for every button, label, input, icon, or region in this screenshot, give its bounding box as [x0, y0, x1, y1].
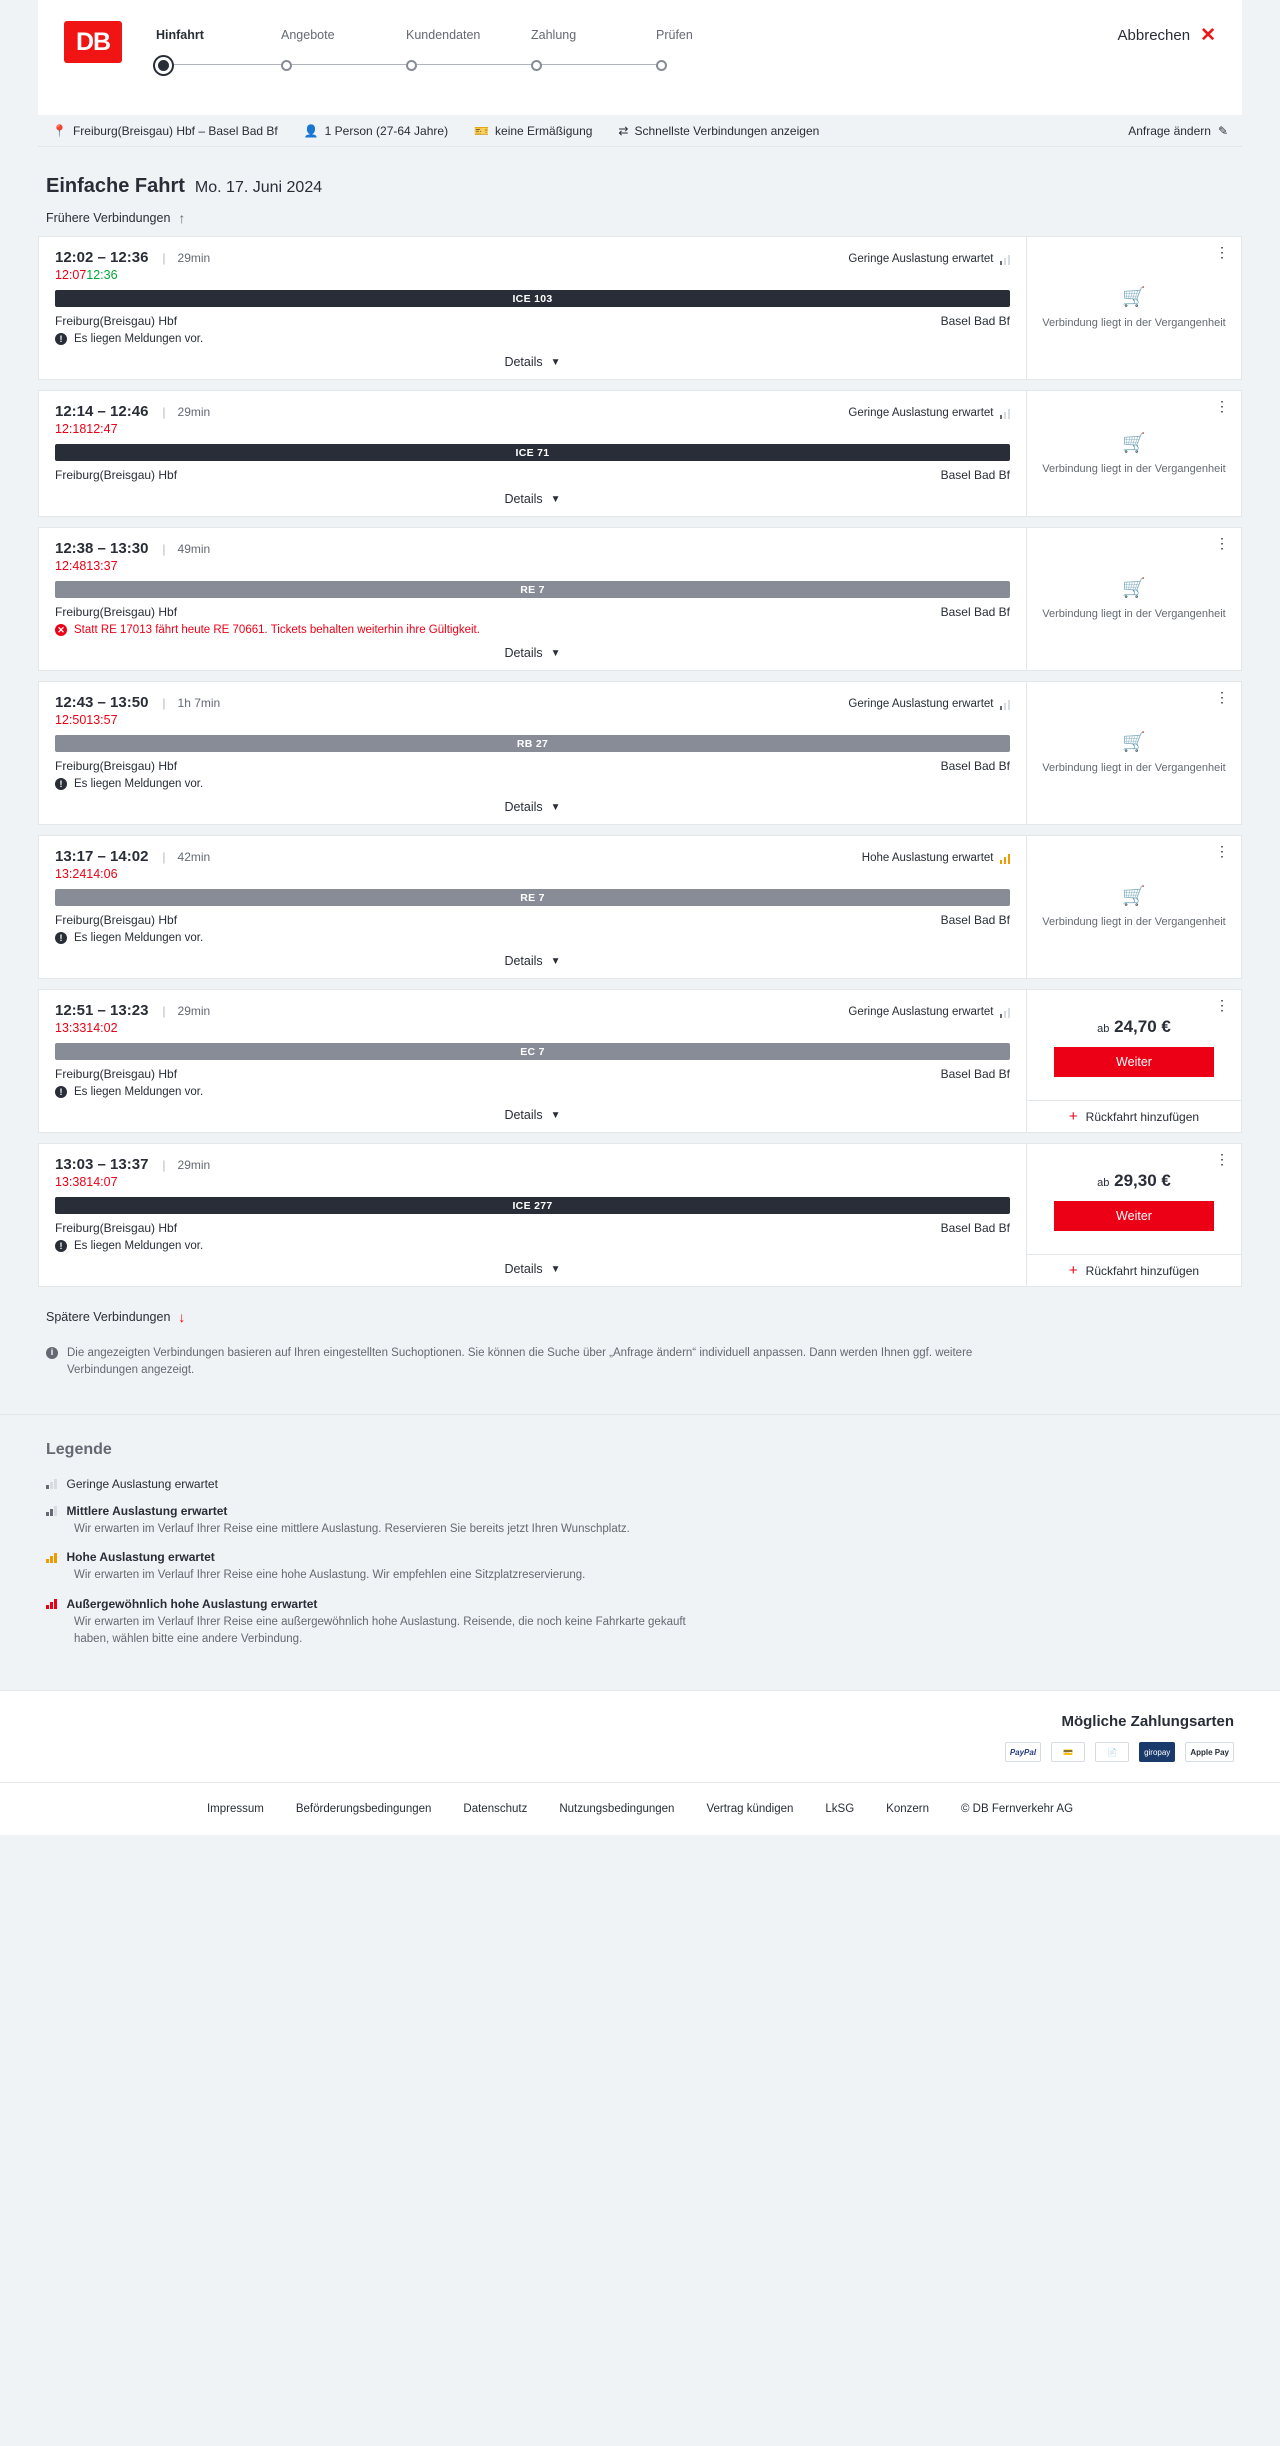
- realtime-departure: 12:48: [55, 559, 87, 573]
- later-connections-button[interactable]: [38, 1297, 1242, 1335]
- details-label: Details: [504, 800, 543, 814]
- continue-button[interactable]: Weiter: [1054, 1201, 1214, 1231]
- main-content: [0, 147, 1280, 1380]
- connection-times-row: [55, 848, 1010, 865]
- info-icon: i: [46, 1347, 58, 1359]
- train-badge: ICE 277: [55, 1197, 1010, 1214]
- connection-card[interactable]: [38, 681, 1242, 825]
- legend-item-label: Außergewöhnlich hohe Auslastung erwartet: [66, 1596, 318, 1611]
- more-options-icon[interactable]: ⋮: [1215, 1151, 1230, 1167]
- earlier-connections-label: Frühere Verbindungen: [46, 211, 171, 225]
- realtime-arrival: 14:06: [86, 867, 118, 881]
- details-toggle[interactable]: [55, 1108, 1010, 1122]
- change-request-label: Anfrage ändern: [1128, 123, 1211, 138]
- connection-note-text: Es liegen Meldungen vor.: [74, 932, 204, 944]
- chevron-down-icon: ▼: [550, 493, 561, 505]
- step-label: Kundendaten: [406, 28, 481, 42]
- details-label: Details: [504, 1108, 543, 1122]
- summary-sort-label: Schnellste Verbindungen anzeigen: [634, 123, 820, 138]
- connection-info: [39, 528, 1026, 670]
- legend-item-label: Hohe Auslastung erwartet: [66, 1550, 215, 1565]
- connection-times: 12:02 – 12:36: [55, 249, 149, 266]
- cart-crossed-icon: 🛒: [1122, 287, 1146, 309]
- page-title: Einfache Fahrt: [46, 175, 185, 197]
- cancel-button[interactable]: [1118, 26, 1216, 45]
- connection-stations: [55, 314, 1010, 328]
- utilization-label: Geringe Auslastung erwartet: [848, 253, 994, 265]
- legend-title: Legende: [46, 1440, 112, 1458]
- train-badge: RB 27: [55, 735, 1010, 752]
- utilization-label: Geringe Auslastung erwartet: [848, 407, 994, 419]
- arrow-up-icon: ↑: [178, 210, 186, 226]
- connection-price: ab 29,30 €: [1097, 1171, 1171, 1190]
- details-toggle[interactable]: [55, 492, 1010, 506]
- connection-times: 12:51 – 13:23: [55, 1002, 149, 1019]
- details-toggle[interactable]: [55, 1262, 1010, 1276]
- connection-card[interactable]: [38, 390, 1242, 517]
- connection-duration: | 1h 7min: [162, 696, 221, 710]
- destination-station: Basel Bad Bf: [940, 913, 1010, 927]
- card-icon: 🎫: [474, 123, 490, 138]
- connection-stations: [55, 1067, 1010, 1081]
- details-toggle[interactable]: [55, 355, 1010, 369]
- footer-link[interactable]: Vertrag kündigen: [706, 1803, 794, 1816]
- connection-utilization: [848, 698, 1010, 710]
- step-dot: [158, 60, 169, 71]
- train-badge: RE 7: [55, 581, 1010, 598]
- origin-station: Freiburg(Breisgau) Hbf: [55, 759, 178, 773]
- step-pruefen[interactable]: [656, 28, 781, 77]
- footer-link[interactable]: Beförderungsbedingungen: [295, 1803, 432, 1816]
- footer-link[interactable]: Impressum: [206, 1803, 264, 1816]
- payment-title: Mögliche Zahlungsarten: [1061, 1713, 1234, 1731]
- summary-sort[interactable]: [618, 124, 819, 138]
- page-footer: [0, 1782, 1280, 1835]
- utilization-bars-icon: [46, 1478, 57, 1489]
- realtime-departure: 12:50: [55, 713, 87, 727]
- chevron-down-icon: ▼: [550, 955, 561, 967]
- cancel-label: Abbrechen: [1117, 27, 1191, 44]
- change-request-button[interactable]: [1128, 124, 1228, 138]
- connection-note: [55, 932, 1010, 944]
- connection-duration: | 29min: [162, 1004, 211, 1018]
- connection-times-row: [55, 1156, 1010, 1173]
- realtime-departure: 13:24: [55, 867, 87, 881]
- more-options-icon[interactable]: ⋮: [1215, 843, 1230, 859]
- step-label: Zahlung: [531, 28, 577, 42]
- realtime-arrival: 12:36: [86, 268, 118, 282]
- earlier-connections-button[interactable]: [38, 198, 1242, 236]
- connection-note: [55, 1240, 1010, 1252]
- more-options-icon[interactable]: ⋮: [1215, 535, 1230, 551]
- connection-times: 12:38 – 13:30: [55, 540, 149, 557]
- realtime-departure: 12:07: [55, 268, 87, 282]
- step-line: [417, 64, 537, 65]
- close-icon: ✕: [1200, 25, 1216, 46]
- utilization-label: Geringe Auslastung erwartet: [848, 1006, 994, 1018]
- legend-item-head: [46, 1504, 1234, 1518]
- connection-utilization: [848, 1006, 1010, 1018]
- connection-times-row: [55, 1002, 1010, 1019]
- connection-stations: [55, 605, 1010, 619]
- summary-route[interactable]: [52, 124, 278, 138]
- connection-utilization: [862, 852, 1010, 864]
- origin-station: Freiburg(Breisgau) Hbf: [55, 314, 178, 328]
- connection-realtime-row: [55, 1175, 1010, 1189]
- connection-note: [55, 624, 1010, 636]
- more-options-icon[interactable]: ⋮: [1215, 398, 1230, 414]
- connection-card[interactable]: [38, 1143, 1242, 1287]
- details-toggle[interactable]: [55, 646, 1010, 660]
- utilization-label: Hohe Auslastung erwartet: [861, 852, 994, 864]
- connection-action: [1026, 237, 1241, 379]
- chevron-down-icon: ▼: [550, 1263, 561, 1275]
- app-header: [38, 0, 1242, 115]
- add-return-button[interactable]: [1027, 1100, 1241, 1132]
- legend-item-desc: Wir erwarten im Verlauf Ihrer Reise eine mittlere Auslastung. Reservieren Sie bereits jetzt Ihren Wunschplatz.: [74, 1522, 630, 1535]
- connection-action: [1026, 682, 1241, 824]
- connection-realtime-row: [55, 867, 1010, 881]
- cart-crossed-icon: 🛒: [1122, 432, 1146, 454]
- connection-card[interactable]: [38, 835, 1242, 979]
- origin-station: Freiburg(Breisgau) Hbf: [55, 605, 178, 619]
- connection-realtime-row: [55, 422, 1010, 436]
- legend-item: [46, 1477, 1234, 1491]
- payment-methods-section: [0, 1690, 1280, 1782]
- connection-duration: | 49min: [162, 542, 211, 556]
- connection-duration: | 29min: [162, 251, 211, 265]
- legend-item-head: [46, 1597, 1234, 1611]
- utilization-bars-icon: [1000, 254, 1011, 265]
- connection-realtime-row: [55, 713, 1010, 727]
- cart-crossed-icon: 🛒: [1122, 578, 1146, 600]
- applepay-icon: Apple Pay: [1185, 1742, 1234, 1762]
- person-icon: 👤: [303, 123, 319, 138]
- connection-duration: | 29min: [162, 405, 211, 419]
- details-label: Details: [504, 355, 543, 369]
- price-prefix: ab: [1097, 1023, 1110, 1035]
- price-prefix: ab: [1097, 1177, 1110, 1189]
- origin-station: Freiburg(Breisgau) Hbf: [55, 913, 178, 927]
- travel-date: Mo. 17. Juni 2024: [194, 179, 323, 196]
- creditcard-icon: 💳: [1051, 1742, 1085, 1762]
- connection-times: 13:03 – 13:37: [55, 1156, 149, 1173]
- connection-stations: [55, 1221, 1010, 1235]
- info-icon: !: [55, 778, 67, 790]
- connection-info: [39, 682, 1026, 824]
- legend-item-desc: Wir erwarten im Verlauf Ihrer Reise eine außergewöhnlich hohe Auslastung. Reisende, die noch keine Fahrkarte gekauft haben, wählen bitte eine andere Verbindung.: [74, 1615, 686, 1645]
- footer-link[interactable]: Konzern: [886, 1803, 930, 1816]
- details-label: Details: [504, 492, 543, 506]
- step-dot: [406, 60, 417, 71]
- info-icon: !: [55, 1086, 67, 1098]
- legend-section: [0, 1414, 1280, 1691]
- legend-item: [46, 1597, 1234, 1647]
- footer-link[interactable]: Nutzungsbedingungen: [559, 1803, 675, 1816]
- connection-card[interactable]: [38, 989, 1242, 1133]
- step-line: [542, 64, 662, 65]
- connection-utilization: [848, 407, 1010, 419]
- step-line: [167, 64, 287, 65]
- booking-stepper: [156, 28, 781, 77]
- utilization-bars-icon: [1000, 853, 1011, 864]
- connection-card[interactable]: [38, 527, 1242, 671]
- add-return-label: Rückfahrt hinzufügen: [1085, 1109, 1200, 1124]
- connection-list: [38, 236, 1242, 1287]
- more-options-icon[interactable]: ⋮: [1215, 689, 1230, 705]
- plus-icon: +: [1068, 1262, 1078, 1279]
- connection-times: 13:17 – 14:02: [55, 848, 149, 865]
- cart-crossed-icon: 🛒: [1122, 886, 1146, 908]
- info-icon: !: [55, 932, 67, 944]
- origin-station: Freiburg(Breisgau) Hbf: [55, 1067, 178, 1081]
- legend-item-label: Mittlere Auslastung erwartet: [66, 1503, 228, 1518]
- page-title-row: [38, 147, 1242, 198]
- summary-discount[interactable]: [474, 124, 592, 138]
- chevron-down-icon: ▼: [550, 647, 561, 659]
- info-icon: !: [55, 1240, 67, 1252]
- legend-item: [46, 1504, 1234, 1538]
- chevron-down-icon: ▼: [550, 801, 561, 813]
- realtime-arrival: 12:47: [86, 422, 118, 436]
- utilization-bars-icon: [1000, 408, 1011, 419]
- utilization-bars-icon: [1000, 1007, 1011, 1018]
- legend-item-head: [46, 1477, 1234, 1491]
- connection-utilization: [848, 253, 1010, 265]
- destination-station: Basel Bad Bf: [940, 1221, 1010, 1235]
- more-options-icon[interactable]: ⋮: [1215, 244, 1230, 260]
- utilization-bars-icon: [46, 1598, 57, 1609]
- destination-station: Basel Bad Bf: [940, 759, 1010, 773]
- connection-note-text: Statt RE 17013 fährt heute RE 70661. Tickets behalten weiterhin ihre Gültigkeit.: [74, 624, 480, 636]
- add-return-button[interactable]: [1027, 1254, 1241, 1286]
- payment-icons: [46, 1742, 1234, 1762]
- connection-action: [1026, 1144, 1241, 1286]
- step-label: Hinfahrt: [156, 28, 204, 42]
- connection-times-row: [55, 249, 1010, 266]
- connection-price: ab 24,70 €: [1097, 1017, 1171, 1036]
- legend-item-head: [46, 1550, 1234, 1564]
- connection-times-row: [55, 540, 1010, 557]
- legend-list: [46, 1477, 1234, 1648]
- connection-times: 12:14 – 12:46: [55, 403, 149, 420]
- past-connection-label: Verbindung liegt in der Vergangenheit: [1042, 462, 1226, 475]
- step-angebote[interactable]: [281, 28, 406, 77]
- summary-passengers-label: 1 Person (27-64 Jahre): [324, 123, 449, 138]
- swap-icon: ⇄: [618, 123, 629, 138]
- connection-times-row: [55, 694, 1010, 711]
- connection-info: [39, 391, 1026, 516]
- details-toggle[interactable]: [55, 954, 1010, 968]
- search-summary-bar: [38, 115, 1242, 147]
- chevron-down-icon: ▼: [550, 1109, 561, 1121]
- realtime-arrival: 13:37: [86, 559, 118, 573]
- connection-note-text: Es liegen Meldungen vor.: [74, 333, 204, 345]
- step-dot: [656, 60, 667, 71]
- search-hint-text: Die angezeigten Verbindungen basieren auf Ihren eingestellten Suchoptionen. Sie können die Suche über „Anfrage ändern“ individuell anpassen. Dann werden Ihnen ggf. weitere Verbindungen angezeigt.: [67, 1347, 973, 1377]
- footer-link: © DB Fernverkehr AG: [961, 1803, 1074, 1816]
- db-logo: DB: [64, 21, 122, 63]
- continue-button[interactable]: Weiter: [1054, 1047, 1214, 1077]
- step-line: [292, 64, 412, 65]
- summary-route-label: Freiburg(Breisgau) Hbf – Basel Bad Bf: [72, 123, 278, 138]
- info-icon: !: [55, 333, 67, 345]
- step-hinfahrt[interactable]: [156, 28, 281, 77]
- train-badge: EC 7: [55, 1043, 1010, 1060]
- realtime-departure: 13:38: [55, 1175, 87, 1189]
- destination-station: Basel Bad Bf: [940, 314, 1010, 328]
- step-zahlung[interactable]: [531, 28, 656, 77]
- cart-crossed-icon: 🛒: [1122, 732, 1146, 754]
- step-dot: [281, 60, 292, 71]
- origin-station: Freiburg(Breisgau) Hbf: [55, 468, 178, 482]
- add-return-label: Rückfahrt hinzufügen: [1085, 1263, 1200, 1278]
- connection-info: [39, 237, 1026, 379]
- realtime-departure: 13:33: [55, 1021, 87, 1035]
- realtime-arrival: 14:07: [86, 1175, 118, 1189]
- connection-realtime-row: [55, 559, 1010, 573]
- connection-card[interactable]: [38, 236, 1242, 380]
- legend-item: [46, 1550, 1234, 1584]
- connection-times-row: [55, 403, 1010, 420]
- connection-note-text: Es liegen Meldungen vor.: [74, 778, 204, 790]
- legend-item-label: Geringe Auslastung erwartet: [66, 1476, 218, 1491]
- details-toggle[interactable]: [55, 800, 1010, 814]
- connection-note-text: Es liegen Meldungen vor.: [74, 1240, 204, 1252]
- train-badge: RE 7: [55, 889, 1010, 906]
- connection-action: [1026, 836, 1241, 978]
- details-label: Details: [504, 646, 543, 660]
- step-dot: [531, 60, 542, 71]
- footer-link[interactable]: LkSG: [825, 1803, 855, 1816]
- pencil-icon: ✎: [1217, 123, 1228, 138]
- chevron-down-icon: ▼: [550, 356, 561, 368]
- utilization-bars-icon: [46, 1552, 57, 1563]
- plus-icon: +: [1068, 1108, 1078, 1125]
- past-connection-label: Verbindung liegt in der Vergangenheit: [1042, 916, 1226, 929]
- past-connection-label: Verbindung liegt in der Vergangenheit: [1042, 317, 1226, 330]
- connection-duration: | 29min: [162, 1158, 211, 1172]
- location-pin-icon: 📍: [52, 123, 67, 138]
- step-kundendaten[interactable]: [406, 28, 531, 77]
- utilization-label: Geringe Auslastung erwartet: [848, 698, 994, 710]
- search-hint: [38, 1335, 1038, 1380]
- details-label: Details: [504, 954, 543, 968]
- later-connections-label: Spätere Verbindungen: [46, 1310, 171, 1324]
- connection-info: [39, 990, 1026, 1132]
- more-options-icon[interactable]: ⋮: [1215, 997, 1230, 1013]
- lastschrift-icon: 📄: [1095, 1742, 1129, 1762]
- train-badge: ICE 71: [55, 444, 1010, 461]
- destination-station: Basel Bad Bf: [940, 468, 1010, 482]
- connection-action: [1026, 990, 1241, 1132]
- connection-note: [55, 1086, 1010, 1098]
- utilization-bars-icon: [46, 1505, 57, 1516]
- error-icon: ✕: [55, 624, 67, 636]
- connection-info: [39, 1144, 1026, 1286]
- summary-discount-label: keine Ermäßigung: [495, 123, 593, 138]
- step-label: Angebote: [281, 28, 335, 42]
- connection-info: [39, 836, 1026, 978]
- connection-duration: | 42min: [162, 850, 211, 864]
- past-connection-label: Verbindung liegt in der Vergangenheit: [1042, 608, 1226, 621]
- destination-station: Basel Bad Bf: [940, 605, 1010, 619]
- arrow-down-icon: ↓: [178, 1309, 186, 1325]
- utilization-bars-icon: [1000, 699, 1011, 710]
- footer-link[interactable]: Datenschutz: [463, 1803, 528, 1816]
- legend-item-desc: Wir erwarten im Verlauf Ihrer Reise eine hohe Auslastung. Wir empfehlen eine Sitzplatzreservierung.: [74, 1569, 586, 1582]
- step-label: Prüfen: [656, 28, 693, 42]
- giropay-icon: giropay: [1139, 1742, 1175, 1762]
- destination-station: Basel Bad Bf: [940, 1067, 1010, 1081]
- connection-stations: [55, 468, 1010, 482]
- train-badge: ICE 103: [55, 290, 1010, 307]
- realtime-arrival: 13:57: [86, 713, 118, 727]
- connection-note: [55, 333, 1010, 345]
- connection-realtime-row: [55, 1021, 1010, 1035]
- realtime-departure: 12:18: [55, 422, 87, 436]
- realtime-arrival: 14:02: [86, 1021, 118, 1035]
- connection-action: [1026, 391, 1241, 516]
- connection-note: [55, 778, 1010, 790]
- origin-station: Freiburg(Breisgau) Hbf: [55, 1221, 178, 1235]
- connection-action: [1026, 528, 1241, 670]
- details-label: Details: [504, 1262, 543, 1276]
- past-connection-label: Verbindung liegt in der Vergangenheit: [1042, 762, 1226, 775]
- connection-realtime-row: [55, 268, 1010, 282]
- connection-stations: [55, 913, 1010, 927]
- paypal-icon: PayPal: [1005, 1742, 1041, 1762]
- connection-stations: [55, 759, 1010, 773]
- connection-note-text: Es liegen Meldungen vor.: [74, 1086, 204, 1098]
- connection-times: 12:43 – 13:50: [55, 694, 149, 711]
- summary-passengers[interactable]: [304, 124, 448, 138]
